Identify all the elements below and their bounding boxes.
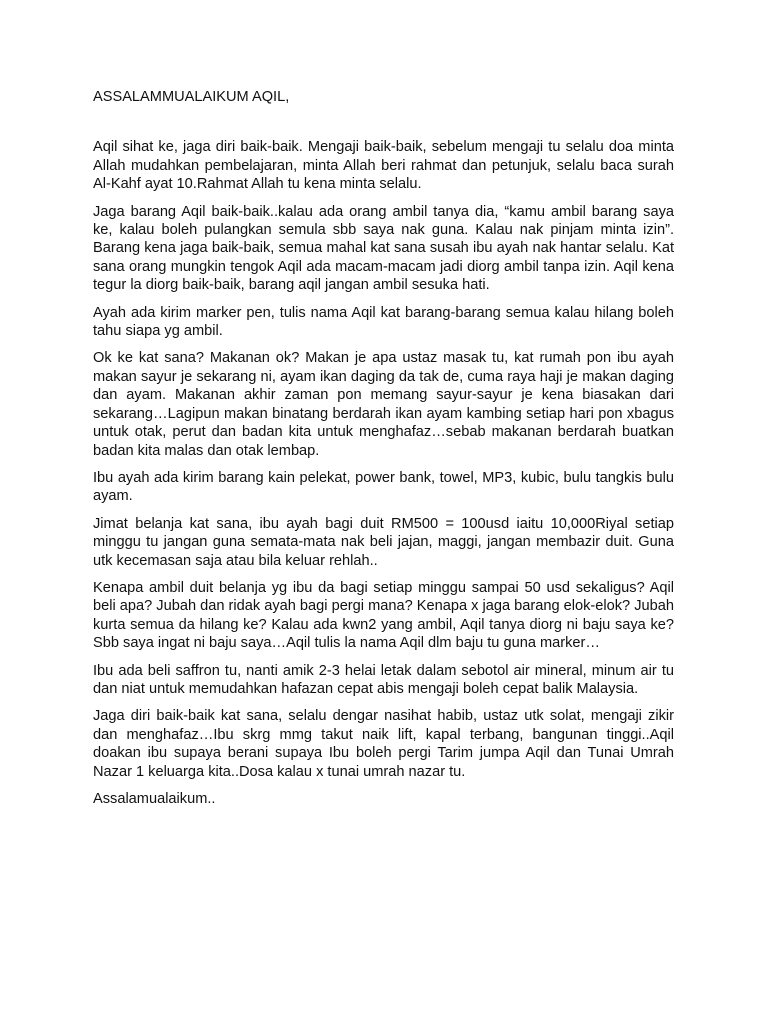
letter-document [93, 88, 674, 808]
letter-paragraph-9: Jaga diri baik-baik kat sana, selalu dengar nasihat habib, ustaz utk solat, mengaji zikir dan menghafaz…Ibu skrg mmg takut naik lift, kapal terbang, bangunan tinggi..Aqil doakan ibu supaya berani supaya Ibu boleh pergi Tarim jumpa Aqil dan Tunai Umrah Nazar 1 keluarga kita..Dosa kalau x tunai umrah nazar tu. [93, 708, 674, 780]
letter-paragraph-2: Jaga barang Aqil baik-baik..kalau ada orang ambil tanya dia, “kamu ambil barang saya ke, kalau boleh pulangkan semula sbb saya nak guna. Kalau nak pinjam minta izin”. Barang kena jaga baik-baik, semua mahal kat sana susah ibu ayah nak hantar selalu. Kat sana orang mungkin tengok Aqil ada macam-macam jadi diorg ambil tanpa izin. Aqil kena tegur la diorg baik-baik, barang aqil jangan ambil sesuka hati. [93, 203, 674, 294]
letter-paragraph-8: Ibu ada beli saffron tu, nanti amik 2-3 helai letak dalam sebotol air mineral, minum air tu dan niat untuk memudahkan hafazan cepat abis mengaji boleh cepat balik Malaysia. [93, 662, 674, 697]
letter-paragraph-4: Ok ke kat sana? Makanan ok? Makan je apa ustaz masak tu, kat rumah pon ibu ayah makan sayur je sekarang ni, ayam ikan daging da tak de, cuma raya haji je makan daging dan ayam. Makanan akhir zaman pon memang sayur-sayur je kena biasakan dari sekarang…Lagipun makan binatang berdarah ikan ayam kambing setiap hari pon xbagus untuk otak, perut dan badan kita untuk menghafaz…sebab makanan berdarah buatkan badan kita malas dan otak lembap. [93, 350, 674, 459]
letter-paragraph-3: Ayah ada kirim marker pen, tulis nama Aqil kat barang-barang semua kalau hilang boleh tahu siapa yg ambil. [93, 304, 674, 340]
letter-closing: Assalamualaikum.. [93, 791, 216, 807]
letter-paragraph-1: Aqil sihat ke, jaga diri baik-baik. Mengaji baik-baik, sebelum mengaji tu selalu doa minta Allah mudahkan pembelajaran, minta Allah beri rahmat dan petunjuk, selalu baca surah Al-Kahf ayat 10.Rahmat Allah tu kena minta selalu. [93, 139, 674, 193]
letter-greeting: ASSALAMMUALAIKUM AQIL, [93, 89, 290, 105]
letter-paragraph-6: Jimat belanja kat sana, ibu ayah bagi duit RM500 = 100usd iaitu 10,000Riyal setiap minggu tu jangan guna semata-mata nak beli jajan, maggi, jangan membazir duit. Guna utk kecemasan saja atau bila keluar rehlah.. [93, 515, 674, 569]
letter-paragraph-5: Ibu ayah ada kirim barang kain pelekat, power bank, towel, MP3, kubic, bulu tangkis bulu ayam. [93, 469, 674, 505]
letter-paragraph-7: Kenapa ambil duit belanja yg ibu da bagi setiap minggu sampai 50 usd sekaligus? Aqil beli apa? Jubah dan ridak ayah bagi pergi mana? Kenapa x jaga barang elok-elok? Jubah kurta semua da hilang ke? Kalau ada kwn2 yang ambil, Aqil tanya diorg ni baju saya ke? Sbb saya ingat ni baju saya…Aqil tulis la nama Aqil dlm baju tu guna marker… [93, 579, 674, 652]
